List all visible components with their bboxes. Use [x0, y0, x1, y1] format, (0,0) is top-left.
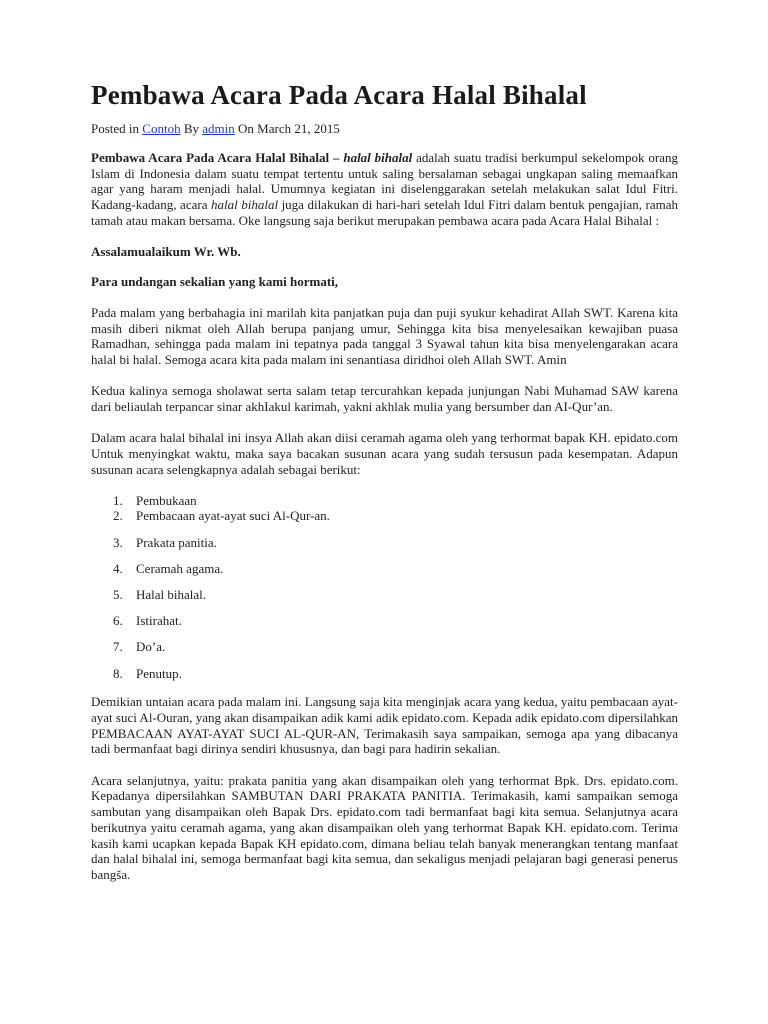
intro-lead: Pembawa Acara Pada Acara Halal Bihalal — [91, 150, 330, 165]
list-item: 2. Pembacaan ayat-ayat suci Al-Qur-an. — [113, 508, 330, 524]
page-title: Pembawa Acara Pada Acara Halal Bihalal — [91, 80, 587, 110]
paragraph-4: Demikian untaian acara pada malam ini. Langsung saja kita menginjak acara yang kedua, yaitu pembacaan ayat-ayat suci Al-Ouran, yang akan disampaikan adik kami adik epidato.com. Kepada adik epidato.com dipersilahkan PEMBACAAN AYAT-AYAT SUCI AL-QUR-AN, Terimakasih saya sampaikan, semoga apa yang dibacanya tadi bermanfaat bagi dirinya sendiri khususnya, dan bagi para hadirin sekalian. — [91, 694, 678, 757]
greeting: Assalamualaikum Wr. Wb. — [91, 244, 241, 260]
paragraph-3: Dalam acara halal bihalal ini insya Allah akan diisi ceramah agama oleh yang terhormat bapak KH. epidato.com Untuk menyingkat waktu, maka saya bacakan susunan acara yang sudah tersusun pada kesempatan. Adapun susunan acara selengkapnya adalah sebagai berikut: — [91, 430, 678, 477]
address-line: Para undangan sekalian yang kami hormati, — [91, 273, 339, 289]
intro-dash: – — [329, 150, 344, 165]
intro-term: halal bihalal — [343, 150, 413, 165]
intro-text-2: juga dilakukan di hari-hari setelah Idul Fitri dalam bentuk pengajian, ramah tamah atau makan bersama. Oke langsung saja berikut merupakan pembawa acara pada Acara Halal Bihalal : — [91, 197, 678, 228]
article-body — [91, 150, 678, 898]
list-item: 4. Ceramah agama. — [113, 560, 224, 576]
intro-text-1: adalah suatu tradisi berkumpul sekelompok orang Islam di Indonesia dalam suatu tempat tertentu untuk saling bersalaman sebagai ungkapan saling memaafkan agar yang haram menjadi halal. Umumnya kegiatan ini diselenggarakan setelah melakukan salat Idul Fitri. Kadang-kadang, acara — [91, 150, 678, 213]
list-item: 5. Halal bihalal. — [113, 587, 207, 603]
paragraph-1: Pada malam yang berbahagia ini marilah kita panjatkan puja dan puji syukur kehadirat Allah SWT. Karena kita masih diberi nikmat oleh Allah berupa panjang umur, Sehingga kita bisa menyelesaikan kewajiban puasa Ramadhan, sehingga pada malam ini tepatnya pada tanggal 3 Syawal tahun kita bisa menyelengarakan acara halal bi halal. Semoga acara kita pada malam ini senantiasa diridhoi oleh Allah SWT. Amin — [91, 304, 678, 368]
agenda-list — [91, 493, 678, 682]
post-meta — [91, 121, 340, 137]
category-link[interactable]: Contoh — [142, 121, 181, 136]
paragraph-5: Acara selanjutnya, yaitu: prakata panitia yang akan disampaikan oleh yang terhormat Bpk. Drs. epidato.com. Kepadanya dipersilahkan SAMBUTAN DARI PRAKATA PANITIA. Terimakasih, kami sampaikan semoga sambutan yang disampaikan oleh Bapak Drs. epidato.com tadi bermanfaat bagi kita semua. Selanjutnya acara berikutnya yaitu ceramah agama, yang akan disampaikan oleh yang terhormat Bapak KH. epidato.com. Terima kasih kami ucapkan kepada Bapak KH epidato.com, dimana beliau telah banyak menerangkan tentang manfaat dan halal bihalal ini, semoga bermanfaat bagi kita semua, dan sekaligus menjadi pelajaran bagi generasi penerus bangša. — [91, 772, 678, 882]
intro-paragraph — [91, 150, 678, 229]
list-item: 3. Prakata panitia. — [113, 534, 217, 550]
on-label: On — [238, 121, 254, 136]
paragraph-2: Kedua kalinya semoga sholawat serta salam tetap tercurahkan kepada junjungan Nabi Muhamad SAW karena dari beliaulah terpancar sinar akhIakul karimah, yakni akhlak mulia yang bersumber dan AI-Qur’an. — [91, 383, 678, 414]
author-link[interactable]: admin — [202, 121, 235, 136]
by-label: By — [183, 121, 200, 136]
post-date: March 21, 2015 — [257, 121, 340, 136]
list-item: 7. Do’a. — [113, 639, 166, 655]
list-item: 8. Penutup. — [113, 665, 182, 681]
posted-in-label: Posted in — [91, 121, 140, 136]
list-item: 6. Istirahat. — [113, 613, 182, 629]
list-item: 1. Pembukaan — [113, 492, 197, 508]
intro-term-2: halal bihalal — [210, 197, 279, 213]
